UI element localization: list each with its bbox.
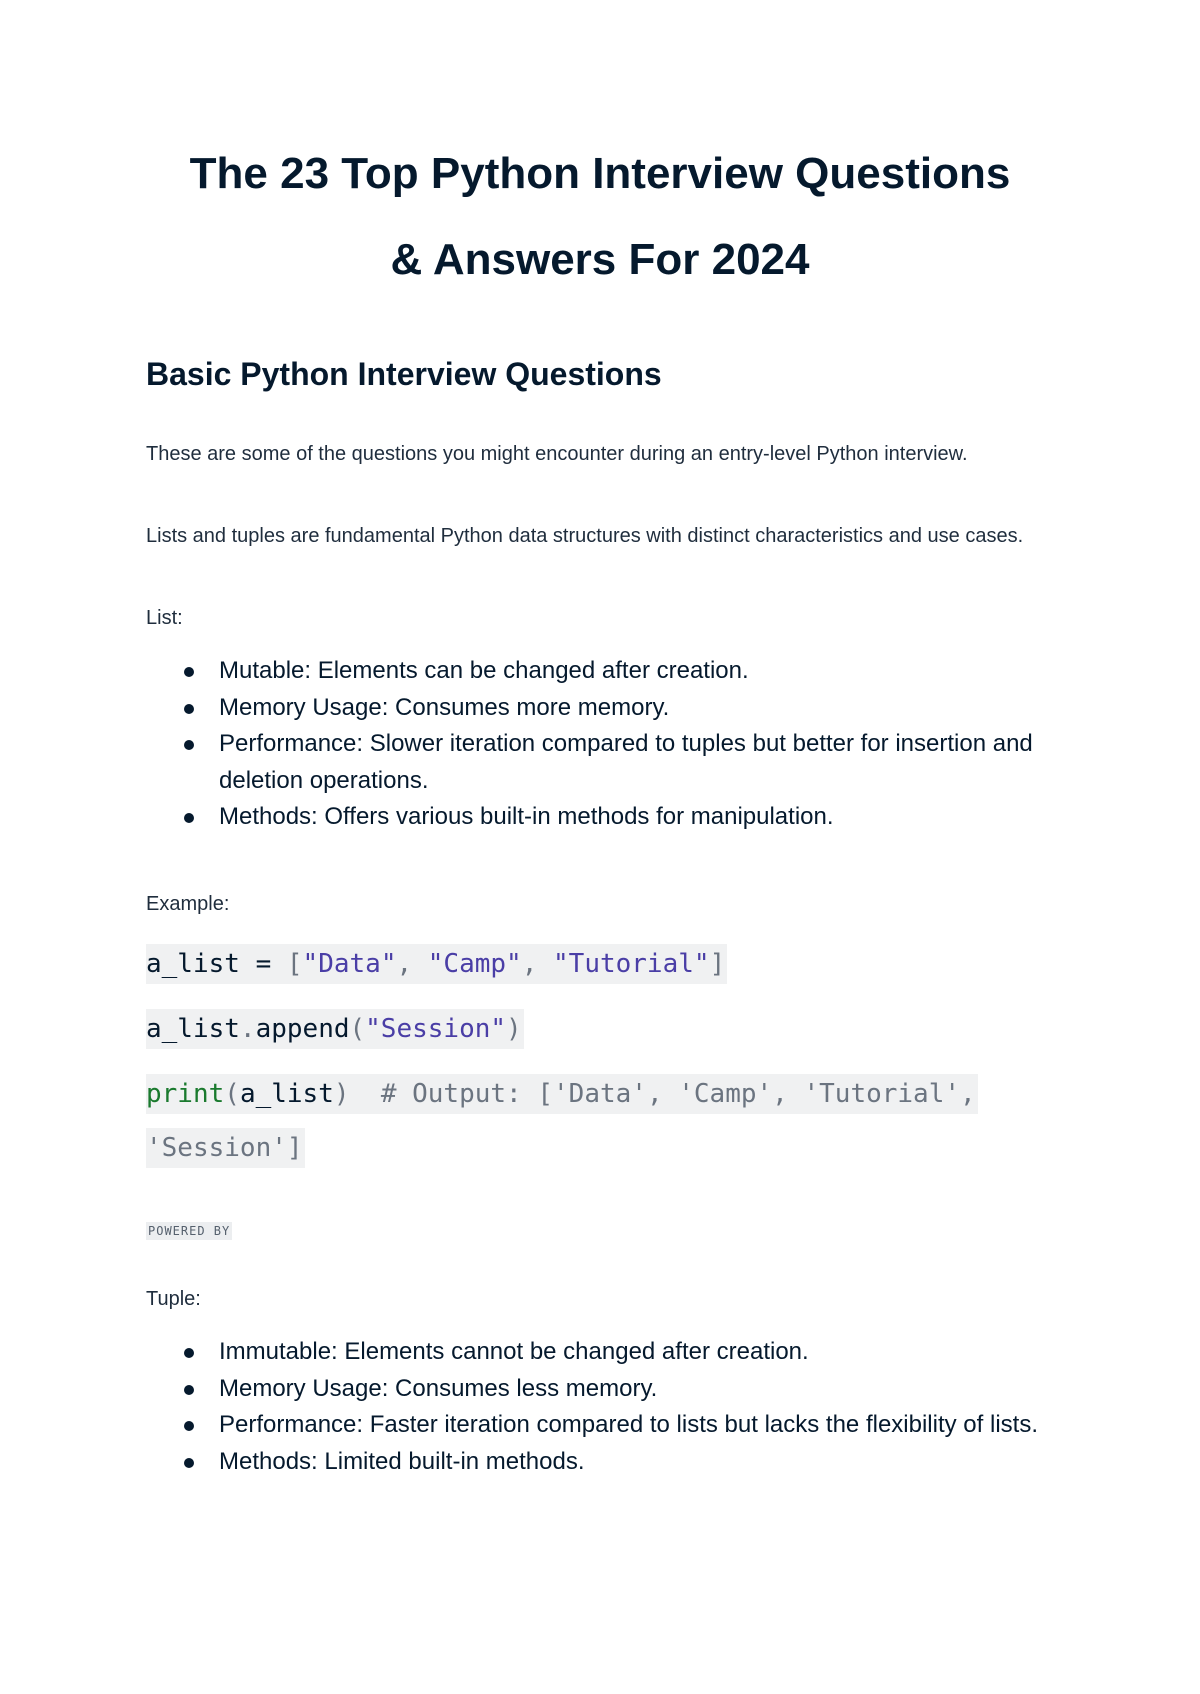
bullet-icon [184,1348,194,1358]
code-line-1: a_list = ["Data", "Camp", "Tutorial"] [146,944,727,984]
document-title-line-2: & Answers For 2024 [390,235,810,284]
bullet-icon [184,1421,194,1431]
list-item: Methods: Offers various built-in methods for manipulation. [146,799,1076,836]
bullet-icon [184,1458,194,1468]
list-item: Memory Usage: Consumes more memory. [146,690,1076,727]
code-line-3: print(a_list) # Output: ['Data', 'Camp', 'Tutorial', [146,1074,978,1114]
bullet-icon [184,667,194,677]
list-item: Methods: Limited built-in methods. [146,1444,1076,1481]
list-item: Memory Usage: Consumes less memory. [146,1371,1076,1408]
intro-paragraph: These are some of the questions you might encounter during an entry-level Python interview. [146,443,968,465]
bullet-icon [184,740,194,750]
code-line-4: 'Session'] [146,1128,305,1168]
tuple-bullets [146,1334,1076,1480]
section-heading: Basic Python Interview Questions [146,356,662,392]
bullet-icon [184,1385,194,1395]
list-item: Performance: Faster iteration compared to lists but lacks the flexibility of lists. [146,1407,1076,1444]
code-line-2: a_list.append("Session") [146,1009,524,1049]
list-bullets [146,653,1076,836]
lists-tuples-paragraph: Lists and tuples are fundamental Python data structures with distinct characteristics and use cases. [146,525,1024,547]
list-label: List: [146,607,183,629]
powered-by-badge: POWERED BY [148,1224,231,1238]
example-label: Example: [146,893,230,915]
bullet-icon [184,813,194,823]
document-title-line-1: The 23 Top Python Interview Questions [189,149,1011,198]
list-item: Immutable: Elements cannot be changed after creation. [146,1334,1076,1371]
tuple-label: Tuple: [146,1288,201,1310]
list-item: Performance: Slower iteration compared to tuples but better for insertion and deletion operations. [146,726,1076,799]
bullet-icon [184,704,194,714]
list-item: Mutable: Elements can be changed after creation. [146,653,1076,690]
